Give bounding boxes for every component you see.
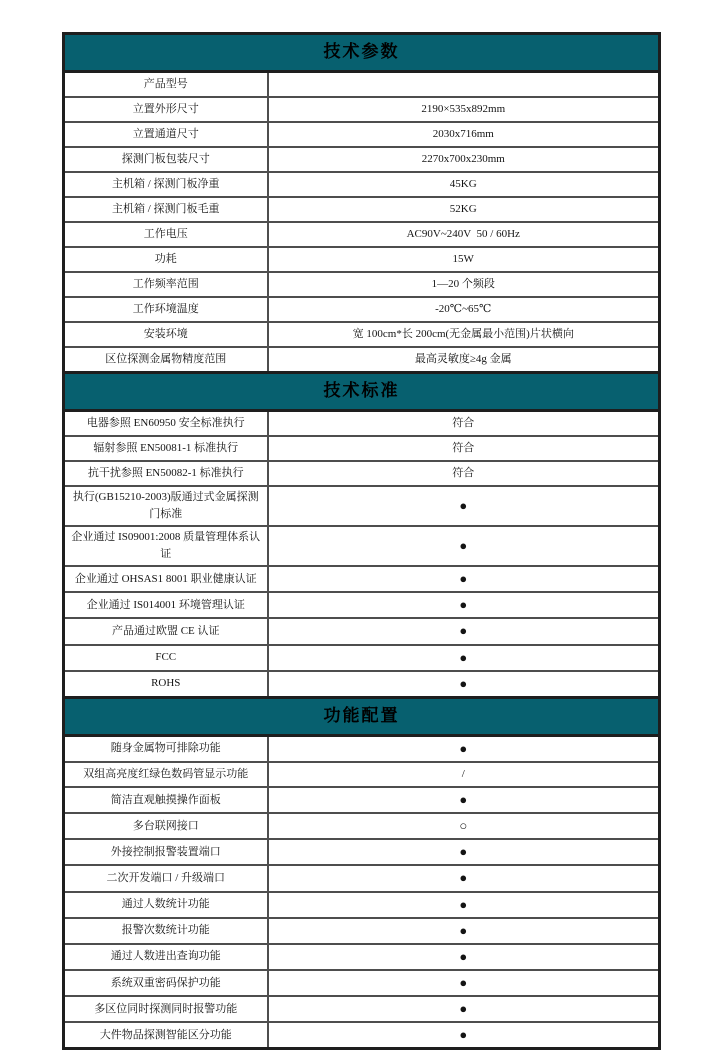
- spec-value: 宽 100cm*长 200cm(无金属最小范围)片状横向: [268, 322, 660, 347]
- table-row: [64, 247, 660, 272]
- spec-value: [268, 72, 660, 98]
- spec-label: 报警次数统计功能: [64, 918, 268, 944]
- spec-value: 1—20 个频段: [268, 272, 660, 297]
- spec-label: 简洁直观触摸操作面板: [64, 787, 268, 813]
- spec-label: 产品通过欧盟 CE 认证: [64, 618, 268, 644]
- spec-value: ●: [268, 839, 660, 865]
- spec-label: 大件物品探测智能区分功能: [64, 1022, 268, 1049]
- spec-value: ●: [268, 892, 660, 918]
- spec-label: 主机箱 / 探测门板净重: [64, 172, 268, 197]
- spec-label: 工作环境温度: [64, 297, 268, 322]
- table-row: [64, 411, 660, 437]
- spec-label: 企业通过 OHSAS1 8001 职业健康认证: [64, 566, 268, 592]
- table-row: [64, 461, 660, 486]
- spec-label: 抗干扰参照 EN50082-1 标准执行: [64, 461, 268, 486]
- table-row: [64, 526, 660, 566]
- spec-label: 二次开发端口 / 升级端口: [64, 865, 268, 891]
- table-row: [64, 147, 660, 172]
- table-row: [64, 122, 660, 147]
- table-row: [64, 735, 660, 762]
- spec-label: 执行(GB15210-2003)版通过式金属探测门标准: [64, 486, 268, 526]
- spec-value: 2190×535x892mm: [268, 97, 660, 122]
- spec-value: ●: [268, 486, 660, 526]
- spec-table: [62, 32, 661, 1050]
- spec-value: ●: [268, 944, 660, 970]
- table-row: [64, 172, 660, 197]
- table-row: [64, 222, 660, 247]
- spec-value: 符合: [268, 436, 660, 461]
- table-row: [64, 486, 660, 526]
- table-row: [64, 566, 660, 592]
- spec-value: ●: [268, 735, 660, 762]
- spec-value: ●: [268, 970, 660, 996]
- spec-label: 功耗: [64, 247, 268, 272]
- spec-label: 立置外形尺寸: [64, 97, 268, 122]
- spec-value: ●: [268, 592, 660, 618]
- spec-value: ○: [268, 813, 660, 839]
- table-row: [64, 197, 660, 222]
- table-row: [64, 72, 660, 98]
- table-row: [64, 645, 660, 671]
- spec-label: 企业通过 IS09001:2008 质量管理体系认证: [64, 526, 268, 566]
- spec-value: ●: [268, 787, 660, 813]
- spec-value: AC90V~240V 50 / 60Hz: [268, 222, 660, 247]
- spec-label: 双组高亮度红绿色数码管显示功能: [64, 762, 268, 787]
- spec-label: ROHS: [64, 671, 268, 698]
- spec-label: 随身金属物可排除功能: [64, 735, 268, 762]
- spec-label: 探测门板包装尺寸: [64, 147, 268, 172]
- spec-value: ●: [268, 618, 660, 644]
- spec-value: 符合: [268, 411, 660, 437]
- table-row: [64, 996, 660, 1022]
- spec-value: ●: [268, 671, 660, 698]
- spec-label: 通过人数进出查询功能: [64, 944, 268, 970]
- spec-value: 2030x716mm: [268, 122, 660, 147]
- spec-value: 最高灵敏度≥4g 金属: [268, 347, 660, 373]
- spec-label: 外接控制报警装置端口: [64, 839, 268, 865]
- table-row: [64, 762, 660, 787]
- table-row: [64, 671, 660, 698]
- spec-label: 主机箱 / 探测门板毛重: [64, 197, 268, 222]
- table-row: [64, 592, 660, 618]
- table-row: [64, 436, 660, 461]
- spec-value: ●: [268, 1022, 660, 1049]
- table-row: [64, 272, 660, 297]
- spec-value: 符合: [268, 461, 660, 486]
- spec-table-body: [64, 34, 660, 1049]
- table-row: [64, 865, 660, 891]
- table-row: [64, 618, 660, 644]
- spec-label: FCC: [64, 645, 268, 671]
- spec-value: 45KG: [268, 172, 660, 197]
- table-row: [64, 839, 660, 865]
- spec-label: 通过人数统计功能: [64, 892, 268, 918]
- table-row: [64, 297, 660, 322]
- spec-label: 企业通过 IS014001 环境管理认证: [64, 592, 268, 618]
- spec-label: 电器参照 EN60950 安全标准执行: [64, 411, 268, 437]
- table-row: [64, 944, 660, 970]
- table-row: [64, 892, 660, 918]
- spec-value: 2270x700x230mm: [268, 147, 660, 172]
- spec-value: -20℃~65℃: [268, 297, 660, 322]
- section-title: 功能配置: [64, 697, 660, 735]
- table-row: [64, 347, 660, 373]
- table-row: [64, 322, 660, 347]
- section-header-row: [64, 34, 660, 72]
- spec-label: 立置通道尺寸: [64, 122, 268, 147]
- table-row: [64, 970, 660, 996]
- spec-value: ●: [268, 865, 660, 891]
- spec-label: 工作频率范围: [64, 272, 268, 297]
- spec-value: ●: [268, 645, 660, 671]
- section-header-row: [64, 697, 660, 735]
- spec-label: 产品型号: [64, 72, 268, 98]
- spec-label: 安装环境: [64, 322, 268, 347]
- section-title: 技术参数: [64, 34, 660, 72]
- spec-value: ●: [268, 526, 660, 566]
- spec-value: /: [268, 762, 660, 787]
- spec-label: 工作电压: [64, 222, 268, 247]
- spec-label: 系统双重密码保护功能: [64, 970, 268, 996]
- spec-label: 多区位同时探测同时报警功能: [64, 996, 268, 1022]
- table-row: [64, 787, 660, 813]
- table-row: [64, 918, 660, 944]
- spec-label: 多台联网接口: [64, 813, 268, 839]
- table-row: [64, 1022, 660, 1049]
- table-row: [64, 97, 660, 122]
- spec-value: ●: [268, 566, 660, 592]
- spec-value: ●: [268, 996, 660, 1022]
- spec-value: ●: [268, 918, 660, 944]
- section-header-row: [64, 373, 660, 411]
- table-row: [64, 813, 660, 839]
- spec-label: 辐射参照 EN50081-1 标准执行: [64, 436, 268, 461]
- spec-value: 15W: [268, 247, 660, 272]
- section-title: 技术标准: [64, 373, 660, 411]
- spec-label: 区位探测金属物精度范围: [64, 347, 268, 373]
- spec-value: 52KG: [268, 197, 660, 222]
